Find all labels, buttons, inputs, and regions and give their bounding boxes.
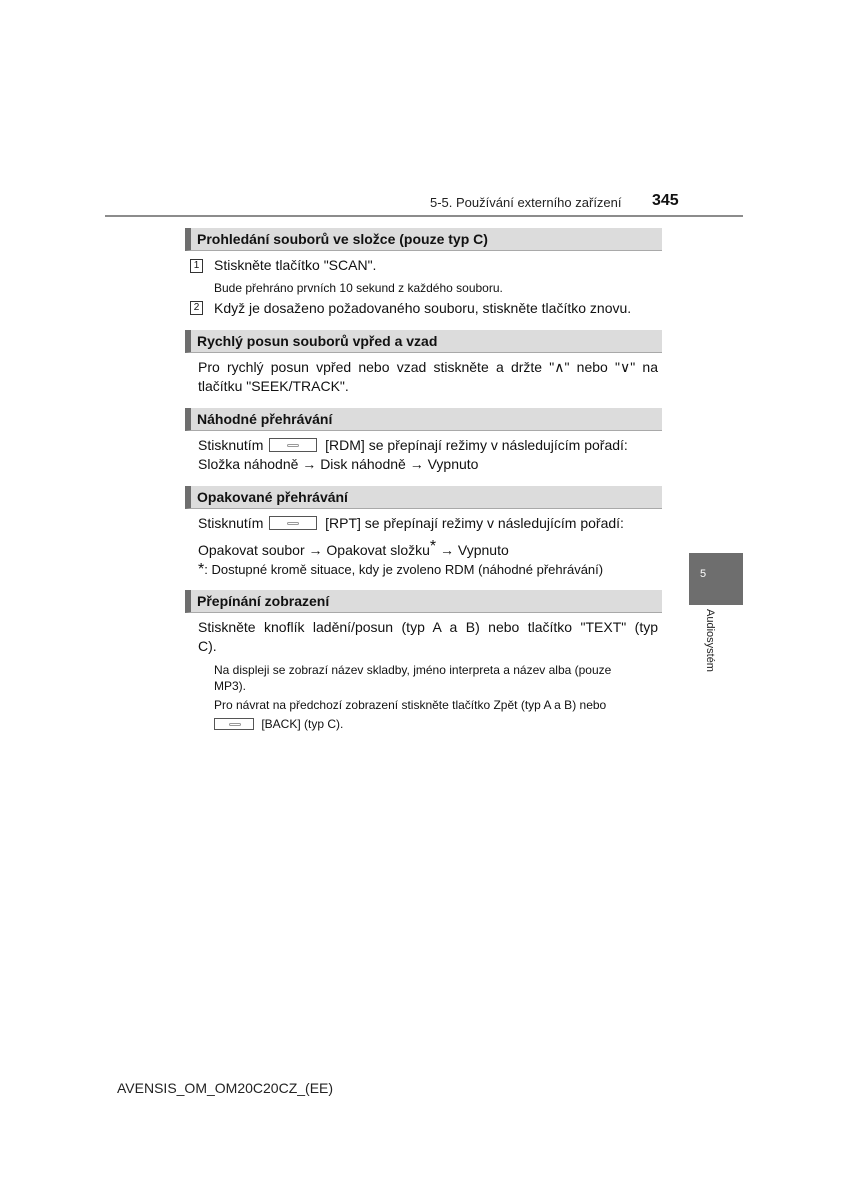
repeat-footnote [198,561,603,579]
random-line-1 [198,436,628,455]
step-1-note: Bude přehráno prvních 10 sekund z každého souboru. [214,281,503,295]
display-note-1-line-2: MP3). [214,679,247,693]
random-suffix: [RDM] se přepínají režimy v následujícím pořadí: [325,437,628,453]
display-note-1-line-1: Na displeji se zobrazí název skladby, jméno interpreta a název alba (pouze [214,663,612,677]
document-code: AVENSIS_OM_OM20C20CZ_(EE) [117,1080,334,1096]
display-line-2: C). [198,638,217,654]
step-1-text: Stiskněte tlačítko "SCAN". [214,257,377,273]
rdm-button-icon [269,438,317,452]
footnote-mark: * [198,561,205,578]
repeat-sequence-b: → Vypnuto [440,542,509,558]
section-title-fast-seek: Rychlý posun souborů vpřed a vzad [185,330,662,353]
step-number-1: 1 [190,259,203,273]
back-text: [BACK] (typ C). [261,717,344,731]
random-mode-sequence: Složka náhodně → Disk náhodně → Vypnuto [198,456,479,472]
chapter-label: Audiosystém [704,609,716,672]
chapter-tab [689,553,743,605]
page-number: 345 [652,192,679,209]
step-number-2: 2 [190,301,203,315]
display-note-2-line-1: Pro návrat na předchozí zobrazení stiskněte tlačítko Zpět (typ A a B) nebo [214,698,607,712]
section-title-folder-scan: Prohledání souborů ve složce (pouze typ C) [185,228,662,251]
section-title-display-switch: Přepínání zobrazení [185,590,662,613]
rpt-button-icon [269,516,317,530]
fast-seek-line-1: Pro rychlý posun vpřed nebo vzad stiskněte a držte "∧" nebo "∨" na [198,359,658,375]
repeat-prefix: Stisknutím [198,515,264,531]
section-title-random-playback: Náhodné přehrávání [185,408,662,431]
chapter-number: 5 [700,568,707,580]
section-header: 5-5. Používání externího zařízení [430,195,622,210]
header-rule [105,215,743,217]
repeat-sequence-a: Opakovat soubor → Opakovat složku [198,542,430,558]
fast-seek-line-2: tlačítku "SEEK/TRACK". [198,378,349,394]
repeat-mode-sequence [198,537,509,560]
random-prefix: Stisknutím [198,437,264,453]
step-2-text: Když je dosaženo požadovaného souboru, stiskněte tlačítko znovu. [214,300,632,316]
repeat-asterisk: * [429,538,437,555]
footnote-text: : Dostupné kromě situace, kdy je zvoleno RDM (náhodné přehrávání) [204,562,604,577]
repeat-suffix: [RPT] se přepínají režimy v následujícím pořadí: [325,515,624,531]
repeat-line-1 [198,514,624,533]
display-line-1: Stiskněte knoflík ladění/posun (typ A a B) nebo tlačítko "TEXT" (typ [198,619,658,635]
section-title-repeat-playback: Opakované přehrávání [185,486,662,509]
display-note-2-line-2 [214,715,343,733]
back-button-icon [214,718,254,730]
